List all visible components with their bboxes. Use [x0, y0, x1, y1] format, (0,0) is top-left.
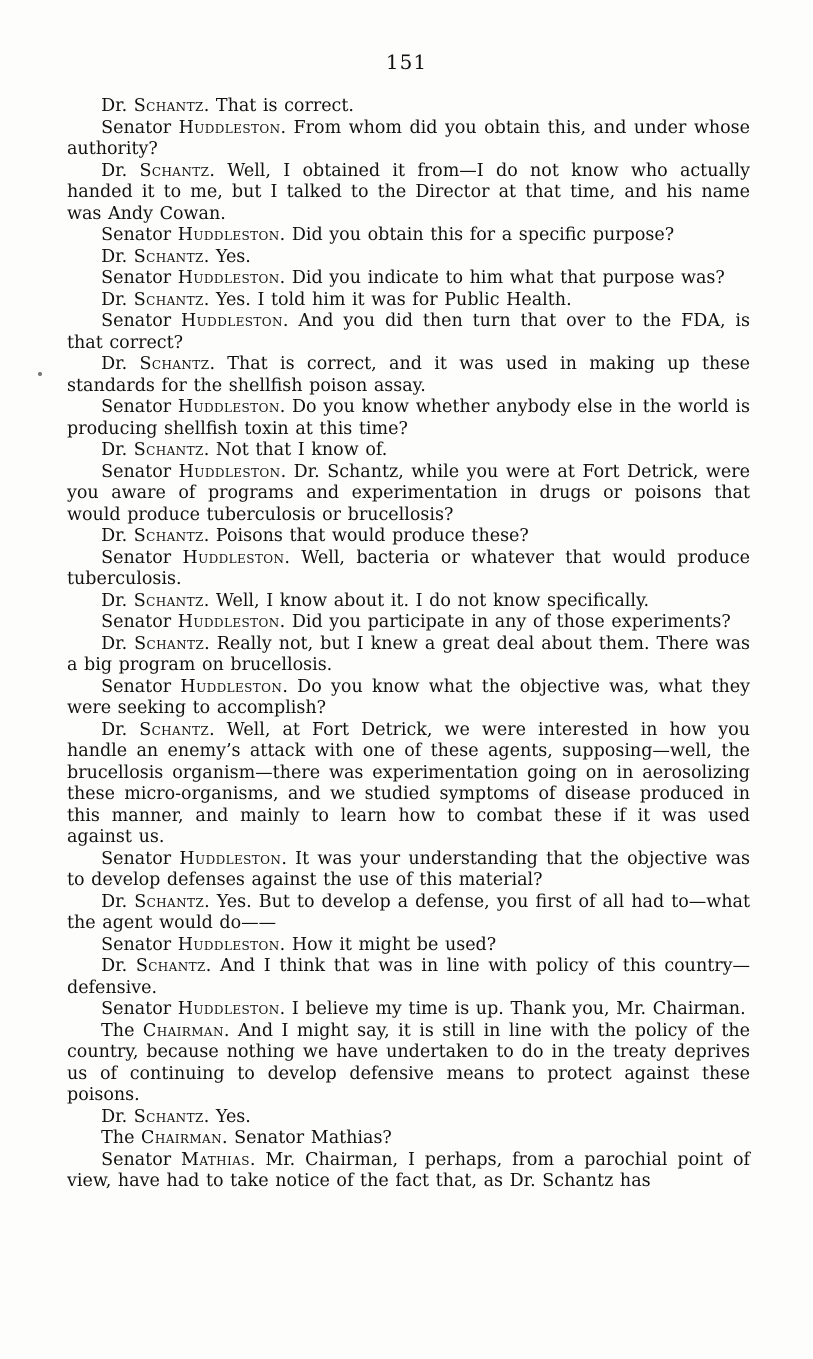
transcript-paragraph: Dr. Schantz. Yes.	[101, 1106, 251, 1127]
speaker-name: Huddleston	[177, 934, 280, 955]
speaker-name: Huddleston	[177, 612, 280, 632]
transcript-paragraph: Dr. Schantz. That is correct.	[101, 96, 354, 116]
speaker-label: Senator Huddleston	[101, 676, 283, 697]
speaker-label: Dr. Schantz	[101, 96, 204, 116]
speaker-label: Senator Huddleston	[101, 461, 281, 482]
transcript-paragraph: Senator Huddleston. Do you know what the objective was, what they were seeking to accomplish?	[67, 676, 750, 718]
speaker-label: Dr. Schantz	[101, 956, 206, 976]
speaker-name: Huddleston	[181, 311, 283, 331]
scan-artifact-dot	[38, 372, 42, 376]
transcript-paragraph: Dr. Schantz. Yes.	[101, 246, 251, 267]
speaker-name: Schantz	[133, 246, 204, 267]
speaker-name: Schantz	[133, 526, 204, 546]
speaker-label: The Chairman	[101, 1020, 224, 1041]
speaker-name: Schantz	[133, 96, 204, 116]
speaker-name: Huddleston	[177, 225, 280, 245]
speaker-label: Dr. Schantz	[101, 590, 204, 611]
transcript-paragraph: Senator Mathias. Mr. Chairman, I perhaps, from a parochial point of view, have had to take notice of the fact that, as Dr. Schantz has	[67, 1149, 750, 1191]
speaker-name: Huddleston	[182, 547, 285, 568]
speaker-name: Schantz	[139, 160, 210, 181]
speaker-label: Senator Huddleston	[101, 397, 280, 417]
speaker-name: Schantz	[133, 289, 204, 310]
speaker-name: Schantz	[134, 633, 205, 654]
transcript-paragraph: The Chairman. And I might say, it is still in line with the policy of the country, because nothing we have undertaken to do in the treaty deprives us of continuing to develop defensive means to protect against these poisons.	[67, 1020, 750, 1105]
speaker-label: Dr. Schantz	[101, 633, 205, 654]
speaker-label: Senator Huddleston	[101, 547, 285, 568]
speaker-label: Dr. Schantz	[101, 891, 205, 912]
speaker-name: Schantz	[134, 891, 205, 912]
speaker-name: Huddleston	[178, 117, 281, 138]
transcript-paragraph: Senator Huddleston. And you did then turn that over to the FDA, is that correct?	[67, 311, 750, 353]
speaker-name: Huddleston	[179, 848, 282, 869]
transcript-paragraph: Senator Huddleston. Did you indicate to him what that purpose was?	[101, 268, 725, 288]
speaker-name: Huddleston	[177, 999, 280, 1019]
transcript-paragraph: Dr. Schantz. Really not, but I knew a great deal about them. There was a big program on brucellosis.	[67, 633, 750, 675]
speaker-label: Dr. Schantz	[101, 526, 204, 546]
speaker-name: Schantz	[139, 719, 210, 740]
speaker-label: Senator Huddleston	[101, 117, 281, 138]
transcript-paragraph: Dr. Schantz. Well, at Fort Detrick, we were interested in how you handle an enemy’s attack with one of these agents, supposing—well, the brucellosis organism—there was experimentation going on in aerosolizing these micro-organisms, and we studied symptoms of disease produced in this manner, and mainly to learn how to combat these if it was used against us.	[67, 719, 750, 847]
speaker-name: Schantz	[133, 590, 204, 611]
transcript-paragraph: Senator Huddleston. Dr. Schantz, while you were at Fort Detrick, were you aware of programs and experimentation in drugs or poisons that would produce tuberculosis or brucellosis?	[67, 461, 750, 525]
transcript-paragraph: Dr. Schantz. And I think that was in line with policy of this country—defensive.	[67, 956, 750, 998]
speaker-label: Dr. Schantz	[101, 440, 204, 460]
speaker-label: Senator Huddleston	[101, 311, 283, 331]
transcript-paragraph: Dr. Schantz. Poisons that would produce these?	[101, 526, 529, 546]
transcript-paragraph: Senator Huddleston. Well, bacteria or whatever that would produce tuberculosis.	[67, 547, 750, 589]
transcript-paragraph: Senator Huddleston. Do you know whether anybody else in the world is producing shellfish toxin at this time?	[67, 397, 750, 439]
speaker-name: Huddleston	[180, 676, 283, 697]
transcript-paragraph: Dr. Schantz. Not that I know of.	[101, 440, 388, 460]
speaker-name: Schantz	[133, 1106, 204, 1127]
speaker-label: Senator Huddleston	[101, 225, 280, 245]
transcript	[67, 96, 750, 1193]
transcript-paragraph: Dr. Schantz. Yes. I told him it was for Public Health.	[101, 289, 572, 310]
speaker-name: Schantz	[133, 440, 204, 460]
transcript-paragraph: Senator Huddleston. Did you obtain this for a specific purpose?	[101, 225, 675, 245]
speaker-name: Huddleston	[178, 461, 281, 482]
transcript-paragraph: The Chairman. Senator Mathias?	[101, 1128, 392, 1148]
speaker-label: Dr. Schantz	[101, 719, 210, 740]
speaker-label: Dr. Schantz	[101, 160, 210, 181]
transcript-paragraph: Dr. Schantz. Well, I obtained it from—I do not know who actually handed it to me, but I talked to the Director at that time, and his name was Andy Cowan.	[67, 160, 750, 224]
speaker-label: Senator Huddleston	[101, 934, 280, 955]
speaker-name: Chairman	[142, 1020, 224, 1041]
speaker-name: Huddleston	[177, 397, 280, 417]
transcript-paragraph: Senator Huddleston. How it might be used?	[101, 934, 497, 955]
transcript-paragraph: Dr. Schantz. That is correct, and it was used in making up these standards for the shellfish poison assay.	[67, 354, 751, 396]
speaker-label: Dr. Schantz	[101, 246, 204, 267]
speaker-label: Senator Huddleston	[101, 268, 280, 288]
speaker-label: Senator Huddleston	[101, 612, 280, 632]
speaker-label: Senator Huddleston	[101, 999, 280, 1019]
speaker-name: Mathias	[181, 1149, 250, 1170]
speaker-label: Dr. Schantz	[101, 354, 210, 374]
speaker-label: Senator Huddleston	[101, 848, 282, 869]
speaker-label: The Chairman	[101, 1128, 222, 1148]
speaker-label: Senator Mathias	[101, 1149, 250, 1170]
speaker-name: Chairman	[141, 1128, 222, 1148]
transcript-paragraph: Dr. Schantz. Yes. But to develop a defense, you first of all had to—what the agent would do——	[67, 891, 750, 933]
transcript-paragraph: Senator Huddleston. I believe my time is up. Thank you, Mr. Chairman.	[101, 999, 746, 1019]
transcript-paragraph: Senator Huddleston. Did you participate in any of those experiments?	[101, 612, 731, 632]
speaker-label: Dr. Schantz	[101, 1106, 204, 1127]
page-number: 151	[385, 50, 428, 74]
transcript-paragraph: Dr. Schantz. Well, I know about it. I do not know specifically.	[101, 590, 650, 611]
speaker-name: Huddleston	[177, 268, 280, 288]
transcript-paragraph: Senator Huddleston. From whom did you obtain this, and under whose authority?	[67, 117, 750, 159]
speaker-name: Schantz	[139, 354, 210, 374]
transcript-paragraph: Senator Huddleston. It was your understanding that the objective was to develop defenses against the use of this material?	[67, 848, 750, 890]
speaker-label: Dr. Schantz	[101, 289, 204, 310]
speaker-name: Schantz	[135, 956, 206, 976]
